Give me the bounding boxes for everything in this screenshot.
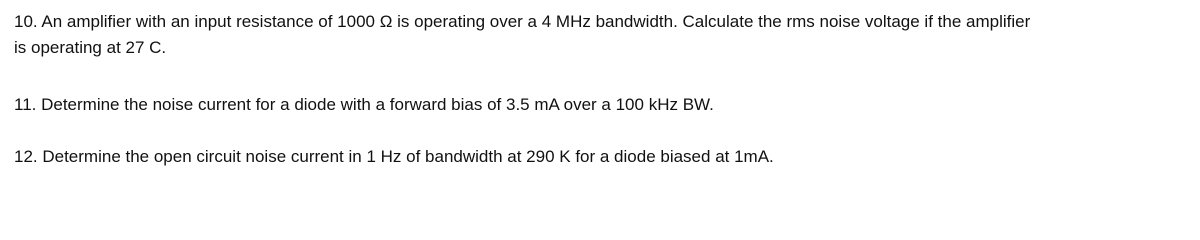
- question-10-line-1: 10. An amplifier with an input resistance of 1000 Ω is operating over a 4 MHz bandwidth. Calculate the rms noise voltage if the amplifier: [14, 12, 1031, 31]
- question-11: [14, 92, 714, 118]
- question-11-line-1: 11. Determine the noise current for a diode with a forward bias of 3.5 mA over a 100 kHz BW.: [14, 95, 714, 114]
- question-12-line-1: 12. Determine the open circuit noise current in 1 Hz of bandwidth at 290 K for a diode biased at 1mA.: [14, 147, 774, 166]
- question-12: [14, 144, 774, 170]
- question-10: [14, 9, 1030, 61]
- question-10-line-2: is operating at 27 C.: [14, 38, 167, 57]
